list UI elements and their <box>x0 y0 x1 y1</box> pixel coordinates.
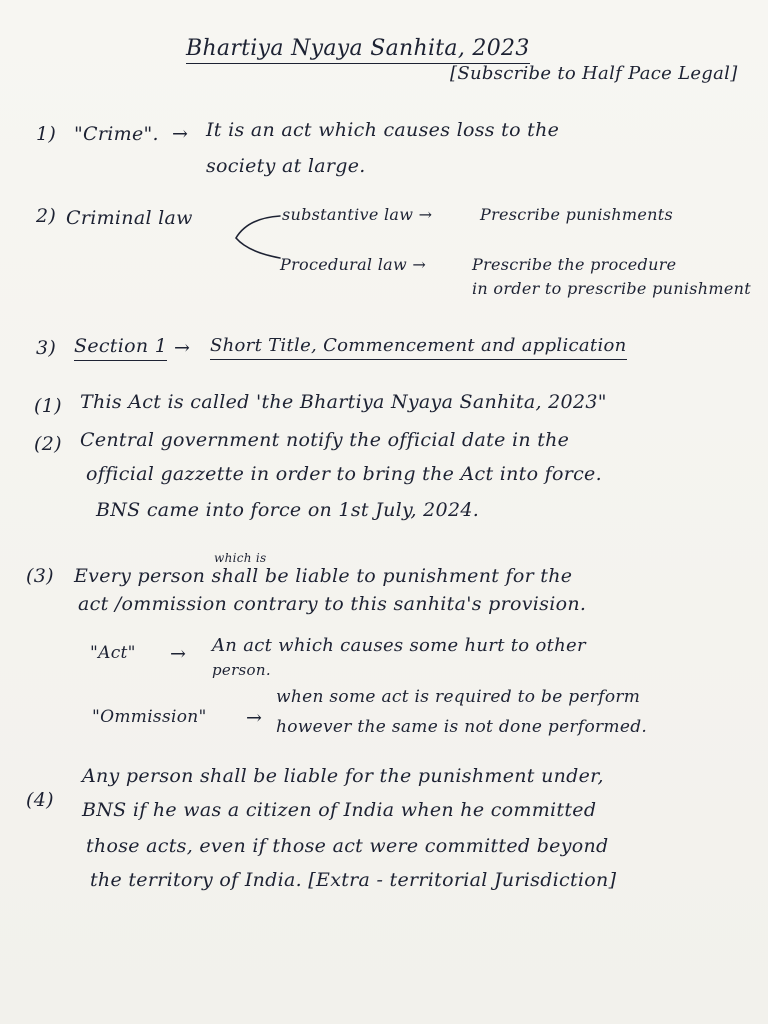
clause-3-line1: Every person shall be liable to punishment for the <box>74 565 573 587</box>
substantive-law-desc: Prescribe punishments <box>480 205 673 224</box>
point-1-definition-line2: society at large. <box>206 155 366 177</box>
clause-4-line2: BNS if he was a citizen of India when he committed <box>82 799 597 821</box>
procedural-law-desc: Prescribe the procedure <box>472 255 677 274</box>
clause-4-line1: Any person shall be liable for the punishment under, <box>82 765 604 787</box>
section-number: 3) <box>36 337 57 359</box>
point-1-definition-line1: It is an act which causes loss to the <box>206 119 560 141</box>
clause-2-line3: BNS came into force on 1st July, 2024. <box>96 499 480 521</box>
definition-act-line1: An act which causes some hurt to other <box>212 635 586 656</box>
clause-3-line2: act /ommission contrary to this sanhita's provision. <box>78 593 587 615</box>
point-1-arrow: → <box>172 123 189 145</box>
point-1-term: "Crime". <box>74 123 159 145</box>
definition-omission-line2: however the same is not done performed. <box>276 717 648 737</box>
section-label: Section 1 <box>74 336 167 361</box>
definition-act-term: "Act" <box>90 643 136 663</box>
branch-brace-icon <box>228 212 288 282</box>
clause-1-line1: This Act is called 'the Bhartiya Nyaya Sanhita, 2023" <box>80 391 607 413</box>
page-title: Bhartiya Nyaya Sanhita, 2023 <box>186 36 530 64</box>
clause-1-number: (1) <box>34 395 62 417</box>
clause-4-number: (4) <box>26 789 54 811</box>
clause-3-number: (3) <box>26 565 54 587</box>
point-1-number: 1) <box>36 123 57 145</box>
substantive-law-label: substantive law → <box>282 205 433 224</box>
definition-act-arrow: → <box>170 643 187 665</box>
clause-2-line2: official gazzette in order to bring the Act into force. <box>86 463 602 485</box>
clause-2-line1: Central government notify the official date in the <box>80 429 570 451</box>
procedural-law-label: Procedural law → <box>280 255 427 274</box>
procedural-law-desc-line2: in order to prescribe punishment <box>472 279 751 298</box>
point-2-term: Criminal law <box>66 207 193 229</box>
clause-4-line3: those acts, even if those act were committed beyond <box>86 835 609 857</box>
clause-2-number: (2) <box>34 433 62 455</box>
clause-4-line4: the territory of India. [Extra - territorial Jurisdiction] <box>90 869 617 891</box>
section-arrow: → <box>174 337 191 359</box>
subscribe-note: [Subscribe to Half Pace Legal] <box>450 63 738 84</box>
clause-3-insert: which is <box>214 551 267 565</box>
point-2-number: 2) <box>36 205 57 227</box>
section-title: Short Title, Commencement and application <box>210 336 627 360</box>
definition-omission-arrow: → <box>246 707 263 729</box>
definition-act-line2: person. <box>212 661 271 679</box>
definition-omission-line1: when some act is required to be perform <box>276 687 641 707</box>
definition-omission-term: "Ommission" <box>92 707 207 727</box>
